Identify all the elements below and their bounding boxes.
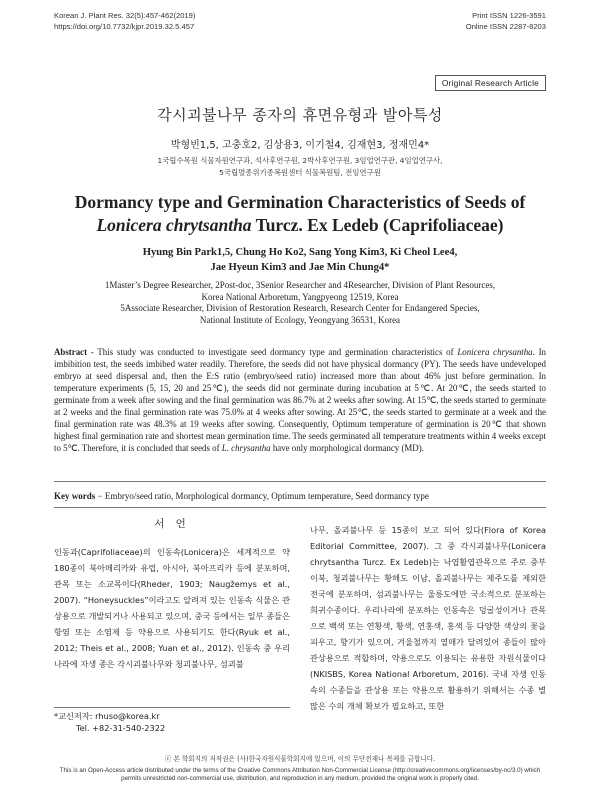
print-issn: Print ISSN 1226-3591 — [472, 11, 546, 20]
abstract-species-short: L. chrysantha — [221, 443, 271, 453]
english-affiliations — [54, 280, 546, 326]
abstract-lead: - This study was conducted to investigate seed dormancy type and germination characteristics of — [87, 347, 458, 357]
online-issn: Online ISSN 2287-8203 — [465, 21, 546, 31]
license-notice: This is an Open-Access article distributed under the terms of the Creative Commons Attribution Non-Commercial License (http://creativecommons.org/licenses/by-nc/3.0) which permits unrestricted non-commercial use, distribution, and reproduction in any medium, provided the original work is properly cited. — [59, 767, 541, 782]
abstract-body: . In imbibition test, the seeds imbibed water readily. Therefore, the seeds did not have physical dormancy (PY). The seeds have undeveloped embryo at seed dispersal and, then the E:S ratio (embryo/seed ratio) increased more than about 46% just before germination. In temperature experiments (5, 15, 20 and 25℃), the seeds did not germinate during incubation at 5℃. At 20℃, the seeds started to germinate from a week after sowing and the final germination was 86.7% at 2 weeks after sowing. At 15℃, the seeds started to germinate at 2 weeks and the final germination rate was 75.0% at 4 weeks after sowing. At 25℃, the seeds started to germinate at a week and the final germination rate was 48.3% at 19 weeks after sowing. Consequently, Optimum temperature of germination is 20℃ that shown highest final germination rate and shortest mean germination time. The seeds germinated all temperature treatments within 4 weeks except to 5℃. Therefore, it is concluded that seeds of — [54, 347, 546, 453]
copyright-notice: ⓒ 본 학회지의 저작권은 (사)한국자원식물학회지에 있으며, 이의 무단전재나 복제를 금합니다. — [164, 755, 436, 763]
abstract — [54, 346, 546, 454]
english-affiliation-4: National Institute of Ecology, Yeongyang 36531, Korea — [199, 314, 401, 325]
keywords-divider — [54, 507, 546, 508]
english-authors — [54, 245, 546, 275]
intro-paragraph-left: 인동과(Caprifoliaceae)의 인동속(Lonicera)은 세계적으로 약 180종이 북아메리카와 유럽, 아시아, 북아프리카 등에 분포하며, 관목 또는 소교목이다(Rheder, 1903; Naugžemys et al., 2007). “Honeysuckles”이라고도 알려져 있는 인동속 식물은 관상용으로 개발되거나 사용되고 있으며, 중국 등에서는 일부 종들은 항염 또는 소염제 등 약용으로 사용되기도 한다(Ryuk et al., 2012; Theis et al., 2008; Yuan et al., 2012). 인동속 중 우리나라에 자생 종은 각시괴불나무와 청괴불나무, 섬괴불 — [54, 547, 290, 669]
title-species-name: Lonicera chrytsantha — [96, 215, 252, 235]
journal-header — [54, 11, 195, 32]
abstract-divider — [54, 481, 546, 482]
intro-paragraph-right: 나무, 올괴불나무 등 15종이 보고 되어 있다(Flora of Korea Editorial Committee, 2007). 그 중 각시괴불나무(Lonicera chrytsantha Turcz. Ex Ledeb)는 낙엽활엽관목으로 주로 중부이북, 청괴불나무는 황해도 이남, 올괴불나무는 제주도를 제외한 전국에 분포하며, 섬괴불나무는 울릉도에만 국소적으로 분포하는 희귀수종이다. 우리나라에 분포하는 인동속은 덩굴성이거나 관목으로 백색 또는 연황색, 황색, 연홍색, 홍색 등 다양한 색상의 꽃을 피우고, 향기가 있으며, 겨울철까지 열매가 달려있어 종들이 많아 관상용으로 적합하며, 약용으로도 이용되는 유용한 자원식물이다(NKISBS, Korea National Arboretum, 2016). 국내 자생 인동속의 수종들을 관상용 또는 약용으로 활용하기 위해서는 수종 별 많은 수의 개체 확보가 필요하고, 또한 — [310, 525, 546, 711]
corresponding-author — [54, 707, 290, 734]
keywords — [54, 490, 546, 502]
korean-affiliation-2: 5국립멸종위기종복원센터 식물복원팀, 전임연구원 — [219, 168, 381, 177]
corresponding-email: *교신저자: rhuso@korea.kr — [54, 711, 160, 721]
english-affiliation-3: 5Associate Researcher, Division of Restoration Research, Research Center for Endangered Species, — [120, 303, 480, 314]
keywords-label: Key words — [54, 491, 96, 501]
abstract-label: Abstract — [54, 347, 88, 357]
corresponding-tel: Tel. +82-31-540-2322 — [76, 723, 166, 733]
english-affiliation-2: Korea National Arboretum, Yangpyeong 12519, Korea — [201, 291, 399, 302]
english-title — [54, 191, 546, 237]
english-authors-line2: Jae Hyeun Kim3 and Jae Min Chung4* — [210, 262, 390, 273]
intro-column-right — [310, 522, 546, 714]
english-title-line2 — [54, 214, 546, 237]
keywords-text: − Embryo/seed ratio, Morphological dormancy, Optimum temperature, Seed dormancy type — [95, 491, 429, 501]
intro-column-left — [54, 516, 290, 672]
abstract-species: Lonicera chrysantha — [457, 347, 533, 357]
issn-header — [466, 11, 546, 32]
journal-citation: Korean J. Plant Res. 32(5):457-462(2019) — [54, 11, 196, 20]
article-type-badge: Original Research Article — [435, 75, 546, 91]
abstract-tail: have only morphological dormancy (MD). — [270, 443, 424, 453]
english-affiliation-1: 1Master’s Degree Researcher, 2Post-doc, 3Senior Researcher and 4Researcher, Division of Plant Resources, — [104, 280, 496, 290]
korean-affiliation-1: 1국립수목원 식물자원연구과, 석사후연구원, 2박사후연구원, 3임업연구관, 4임업연구사, — [157, 156, 443, 165]
korean-title: 각시괴불나무 종자의 휴면유형과 발아특성 — [157, 106, 443, 124]
english-title-line1: Dormancy type and Germination Characteristics of Seeds of — [74, 192, 526, 212]
korean-authors: 박형빈1,5, 고충호2, 김상용3, 이기철4, 김재현3, 정재민4* — [170, 140, 430, 151]
title-species-authority: Turcz. Ex Ledeb (Caprifoliaceae) — [255, 215, 504, 235]
section-heading-introduction: 서 언 — [154, 518, 190, 530]
doi-link[interactable]: https://doi.org/10.7732/kjpr.2019.32.5.457 — [54, 21, 195, 31]
english-authors-line1: Hyung Bin Park1,5, Chung Ho Ko2, Sang Yong Kim3, Ki Cheol Lee4, — [142, 247, 458, 258]
